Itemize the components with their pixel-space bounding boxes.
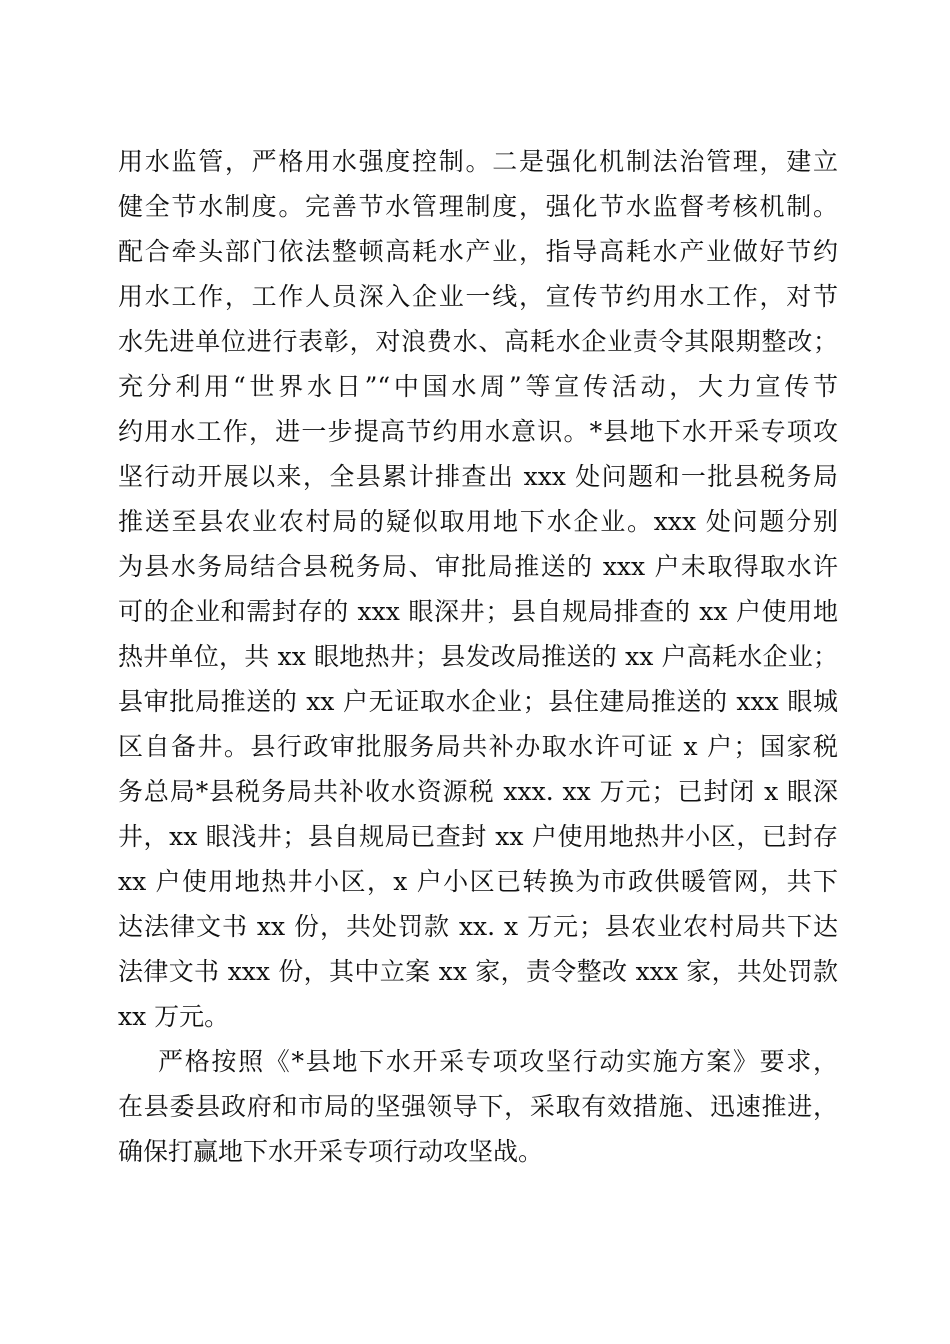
- paragraph-1-line-2: 健全节水制度。完善节水管理制度，强化节水监督考核机制。: [118, 192, 838, 221]
- paragraph-1-line-16: 井，xx 眼浅井；县自规局已查封 xx 户使用地热井小区，已封存: [118, 822, 838, 851]
- paragraph-1-line-12: 热井单位，共 xx 眼地热井；县发改局推送的 xx 户高耗水企业；: [118, 642, 838, 671]
- paragraph-1-line-17: xx 户使用地热井小区，x 户小区已转换为市政供暖管网，共下: [118, 867, 838, 896]
- paragraph-1-line-10: 为县水务局结合县税务局、审批局推送的 xxx 户未取得取水许: [118, 552, 838, 581]
- paragraph-1-line-20: xx 万元。: [118, 1002, 230, 1031]
- paragraph-1-line-3: 配合牵头部门依法整顿高耗水产业，指导高耗水产业做好节约: [118, 237, 838, 266]
- paragraph-2-line-2: 在县委县政府和市局的坚强领导下，采取有效措施、迅速推进，: [118, 1092, 838, 1121]
- paragraph-1-line-8: 坚行动开展以来，全县累计排查出 xxx 处问题和一批县税务局: [118, 462, 838, 491]
- paragraph-1-line-18: 达法律文书 xx 份，共处罚款 xx. x 万元；县农业农村局共下达: [118, 912, 838, 941]
- paragraph-1-line-6: 充分利用“世界水日”“中国水周”等宣传活动，大力宣传节: [118, 372, 838, 401]
- paragraph-1-line-19: 法律文书 xxx 份，其中立案 xx 家，责令整改 xxx 家，共处罚款: [118, 957, 838, 986]
- paragraph-1-line-4: 用水工作，工作人员深入企业一线，宣传节约用水工作，对节: [118, 282, 838, 311]
- paragraph-1-line-1: 用水监管，严格用水强度控制。二是强化机制法治管理，建立: [118, 147, 838, 176]
- paragraph-1-line-15: 务总局*县税务局共补收水资源税 xxx. xx 万元；已封闭 x 眼深: [118, 777, 838, 806]
- paragraph-2-line-1: 严格按照《*县地下水开采专项攻坚行动实施方案》要求，: [158, 1047, 838, 1076]
- paragraph-2-line-3: 确保打赢地下水开采专项行动攻坚战。: [118, 1137, 544, 1166]
- paragraph-1-line-5: 水先进单位进行表彰，对浪费水、高耗水企业责令其限期整改；: [118, 327, 838, 356]
- paragraph-1-line-13: 县审批局推送的 xx 户无证取水企业；县住建局推送的 xxx 眼城: [118, 687, 838, 716]
- paragraph-1-line-11: 可的企业和需封存的 xxx 眼深井；县自规局排查的 xx 户使用地: [118, 597, 838, 626]
- paragraph-1-line-9: 推送至县农业农村局的疑似取用地下水企业。xxx 处问题分别: [118, 507, 838, 536]
- paragraph-1-line-7: 约用水工作，进一步提高节约用水意识。*县地下水开采专项攻: [118, 417, 838, 446]
- paragraph-1-line-14: 区自备井。县行政审批服务局共补办取水许可证 x 户；国家税: [118, 732, 838, 761]
